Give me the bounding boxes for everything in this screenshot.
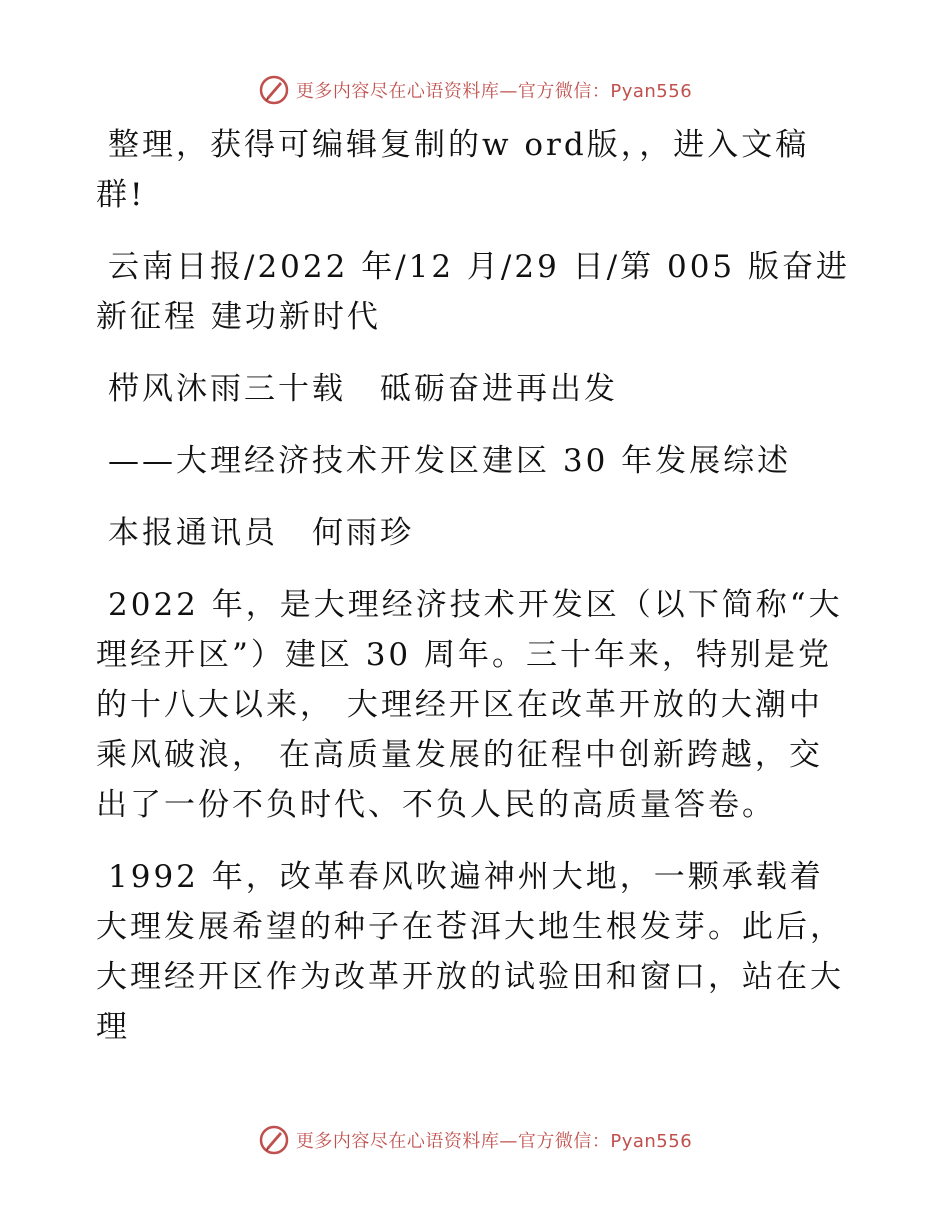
- paragraph-body-2: 1992 年，改革春风吹遍神州大地，一颗承载着大理发展希望的种子在苍洱大地生根发芽。此后，大理经开区作为改革开放的试验田和窗口，站在大理: [96, 859, 844, 1045]
- header-banner-text: 更多内容尽在心语资料库—官方微信：Pyan556: [295, 81, 693, 102]
- paragraph-article-subtitle: ——大理经济技术开发区建区 30 年发展综述: [108, 443, 792, 479]
- header-watermark-banner: [0, 70, 950, 110]
- quill-logo-icon: [258, 1124, 290, 1156]
- footer-banner-text: 更多内容尽在心语资料库—官方微信：Pyan556: [295, 1131, 693, 1152]
- paragraph-intro-note: 整理，获得可编辑复制的w ord版，，进入文稿群!: [96, 127, 810, 213]
- paragraph-byline: 本报通讯员 何雨珍: [108, 515, 414, 551]
- paragraph-body-1: 2022 年，是大理经济技术开发区（以下简称“大理经开区”）建区 30 周年。三十年来，特别是党的十八大以来， 大理经开区在改革开放的大潮中乘风破浪， 在高质量发展的征程中创新跨越，交出了一份不负时代、不负人民的高质量答卷。: [96, 587, 843, 823]
- document-body: [96, 120, 856, 1074]
- footer-watermark-banner: [0, 1120, 950, 1160]
- paragraph-article-title: 栉风沐雨三十载 砥砺奋进再出发: [108, 371, 618, 407]
- paragraph-source-line: 云南日报/2022 年/12 月/29 日/第 005 版奋进新征程 建功新时代: [96, 249, 851, 335]
- quill-logo-icon: [258, 74, 290, 106]
